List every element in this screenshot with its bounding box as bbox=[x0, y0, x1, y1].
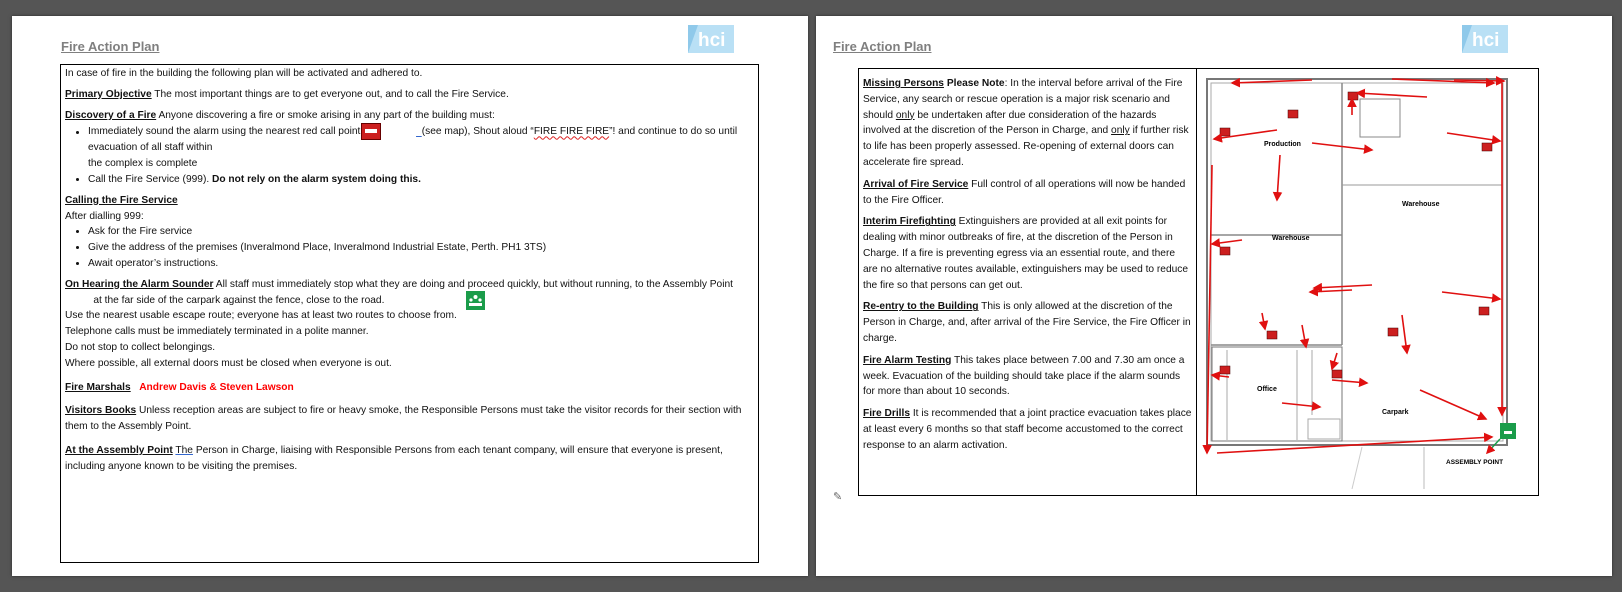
floor-plan-map bbox=[1202, 75, 1534, 489]
logo-text: hci bbox=[1472, 30, 1500, 51]
missing-text: if further risk to life has been properly assessed. Re-opening of external doors can accelerate fire spread. bbox=[863, 125, 1189, 168]
bullet-text: the complex is complete bbox=[88, 158, 198, 170]
assembly-the: The bbox=[175, 444, 193, 456]
marshals-heading: Fire Marshals bbox=[65, 381, 131, 393]
call-point-icon bbox=[361, 123, 381, 140]
list-item: • Await operator’s instructions. bbox=[88, 256, 754, 272]
bullet-text: Immediately sound the alarm using the nearest red call point bbox=[88, 126, 361, 138]
map-label-carpark: Carpark bbox=[1382, 409, 1409, 416]
bullet-text: ”! and continue to do so until evacuation of all staff within bbox=[88, 126, 738, 154]
alarm-line: Use the nearest usable escape route; everyone has at least two routes to choose from. bbox=[65, 310, 457, 322]
call-point-icon bbox=[1479, 307, 1489, 315]
escape-arrow bbox=[1302, 325, 1306, 347]
reentry-section bbox=[863, 299, 1192, 346]
visitors-heading: Visitors Books bbox=[65, 405, 137, 417]
bullet-text: Call the Fire Service (999). bbox=[88, 173, 210, 185]
missing-text: : In the interval before arrival of the Fire Service, any search or rescue operation is a major risk scenario and should bbox=[863, 78, 1183, 121]
calling-list bbox=[65, 224, 754, 271]
call-point-icon bbox=[1482, 143, 1492, 151]
pen-cursor-icon: ✎ bbox=[833, 491, 843, 503]
call-point-icon bbox=[1220, 128, 1230, 136]
escape-arrow bbox=[1262, 313, 1265, 329]
map-label-assembly-point: ASSEMBLY POINT bbox=[1446, 459, 1504, 466]
interim-text: Extinguishers are provided at all exit points for dealing with minor outbreaks of fire, at the discretion of the Person in Charge. If a fire is preventing egress via an essential route, and there are no alternative routes available, extinguishers may be used to reduce the fire so that persons can get out. bbox=[863, 216, 1189, 291]
list-item: • Give the address of the premises (Inveralmond Place, Inveralmond Industrial Estate, Perth. PH1 3TS) bbox=[88, 240, 754, 256]
alarm-heading: On Hearing the Alarm Sounder bbox=[65, 278, 214, 290]
bullet-text: (see map), Shout aloud “ bbox=[421, 126, 534, 138]
escape-arrow bbox=[1310, 290, 1352, 292]
testing-heading: Fire Alarm Testing bbox=[863, 354, 952, 366]
drills-section bbox=[863, 406, 1192, 453]
drills-text: It is recommended that a joint practice evacuation takes place at least every 6 months so that staff become accustomed to the correct response to an alarm activation. bbox=[863, 408, 1192, 451]
alarm-text: All staff must immediately stop what they are doing and proceed quickly, but without running, to the Assembly Point bbox=[215, 278, 733, 290]
alarm-section bbox=[65, 277, 754, 309]
call-point-icon bbox=[1220, 366, 1230, 374]
missing-heading: Missing Persons bbox=[863, 78, 944, 89]
fire-shout-text: FIRE FIRE FIRE bbox=[533, 126, 610, 138]
please-note: Please Note bbox=[946, 78, 1005, 89]
escape-arrow bbox=[1212, 240, 1242, 244]
escape-arrow bbox=[1277, 155, 1280, 200]
alarm-line: Telephone calls must be immediately terminated in a polite manner. bbox=[65, 326, 369, 338]
assembly-text: Person in Charge, liaising with Responsible Persons from each tenant company, will ensure that everyone is present, including anyone known to be visiting the premises. bbox=[65, 444, 723, 472]
missing-text: be undertaken after due consideration of the hazards involved at the discretion of the Person in Charge, and bbox=[863, 109, 1157, 137]
procedures-column bbox=[859, 69, 1197, 495]
primary-objective bbox=[65, 87, 754, 103]
drills-heading: Fire Drills bbox=[863, 408, 910, 420]
map-label-office: Office bbox=[1257, 386, 1277, 393]
escape-arrow bbox=[1212, 375, 1229, 377]
missing-only: only bbox=[895, 109, 915, 121]
discovery-section bbox=[65, 108, 754, 124]
escape-arrow bbox=[1402, 315, 1407, 353]
call-point-icon bbox=[1267, 331, 1277, 339]
alarm-line: Do not stop to collect belongings. bbox=[65, 341, 216, 353]
page-title: Fire Action Plan bbox=[61, 39, 160, 54]
interim-section bbox=[863, 214, 1192, 293]
hci-logo bbox=[1462, 25, 1508, 53]
call-point-icon bbox=[1220, 247, 1230, 255]
inner-room bbox=[1360, 99, 1400, 137]
floor-plan-svg bbox=[1202, 75, 1534, 489]
escape-arrow bbox=[1314, 285, 1372, 288]
discovery-heading: Discovery of a Fire bbox=[65, 109, 157, 121]
office-block bbox=[1212, 347, 1342, 441]
document-page-1 bbox=[12, 16, 808, 576]
marshals-section bbox=[65, 380, 754, 396]
escape-arrow bbox=[1447, 133, 1500, 141]
discovery-list bbox=[65, 123, 754, 187]
map-label-production: Production bbox=[1264, 141, 1301, 148]
list-item bbox=[88, 172, 754, 188]
map-label-warehouse-left: Warehouse bbox=[1272, 235, 1310, 242]
escape-arrow bbox=[1332, 380, 1367, 383]
call-point-icon bbox=[1332, 370, 1342, 378]
meeting-table bbox=[1308, 419, 1340, 439]
visitors-section bbox=[65, 403, 754, 435]
calling-after-text: After dialling 999: bbox=[65, 210, 144, 222]
hci-logo bbox=[688, 25, 734, 53]
primary-objective-text: The most important things are to get everyone out, and to call the Fire Service. bbox=[154, 88, 509, 100]
fire-plan-box bbox=[60, 64, 759, 563]
primary-objective-heading: Primary Objective bbox=[65, 88, 152, 100]
map-label-warehouse-right: Warehouse bbox=[1402, 201, 1440, 208]
page-title: Fire Action Plan bbox=[833, 39, 932, 54]
escape-arrow bbox=[1454, 80, 1504, 81]
assembly-heading: At the Assembly Point bbox=[65, 444, 173, 456]
marshal-names: Andrew Davis & Steven Lawson bbox=[139, 381, 294, 393]
alarm-line: Where possible, all external doors must be closed when everyone is out. bbox=[65, 357, 392, 369]
escape-arrow bbox=[1357, 93, 1427, 97]
fire-plan-box-2 bbox=[858, 68, 1539, 496]
call-point-icon bbox=[1388, 328, 1398, 336]
calling-heading-row bbox=[65, 193, 754, 209]
call-point-icon bbox=[1288, 110, 1298, 118]
missing-section bbox=[863, 76, 1192, 171]
arrival-heading: Arrival of Fire Service bbox=[863, 178, 969, 190]
list-item bbox=[88, 123, 754, 172]
escape-arrow bbox=[1282, 403, 1320, 407]
intro-text: In case of fire in the building the following plan will be activated and adhered to. bbox=[65, 68, 423, 79]
call-point-icon bbox=[1348, 92, 1358, 100]
discovery-text: Anyone discovering a fire or smoke arising in any part of the building must: bbox=[158, 109, 495, 121]
escape-arrow bbox=[1420, 390, 1486, 419]
missing-only: only bbox=[1111, 125, 1130, 137]
escape-arrow bbox=[1442, 292, 1500, 299]
assembly-point-icon bbox=[466, 291, 485, 310]
list-item: • Ask for the Fire service bbox=[88, 224, 754, 240]
logo-text: hci bbox=[698, 30, 726, 51]
alarm-text: at the far side of the carpark against the fence, close to the road. bbox=[93, 294, 385, 306]
bullet-bold-text: Do not rely on the alarm system doing this. bbox=[212, 173, 421, 185]
assembly-section bbox=[65, 443, 754, 475]
testing-text: This takes place between 7.00 and 7.30 am once a week. Evacuation of the building should take place if the alarm sounds for more than about 10 seconds. bbox=[863, 354, 1185, 398]
reentry-heading: Re-entry to the Building bbox=[863, 301, 979, 313]
testing-section bbox=[863, 353, 1192, 400]
arrival-section bbox=[863, 177, 1192, 209]
calling-heading: Calling the Fire Service bbox=[65, 194, 178, 206]
arrival-text: Full control of all operations will now be handed to the Fire Officer. bbox=[863, 178, 1186, 206]
interim-heading: Interim Firefighting bbox=[863, 216, 956, 228]
escape-arrow bbox=[1332, 353, 1337, 369]
document-page-2 bbox=[816, 16, 1612, 576]
reentry-text: This is only allowed at the discretion of the Person in Charge, and, after arrival of the Fire Service, the Fire Officer in charge. bbox=[863, 301, 1191, 344]
visitors-text: Unless reception areas are subject to fire or heavy smoke, the Responsible Persons must take the visitor records for their section with them to the Assembly Point. bbox=[65, 405, 742, 433]
